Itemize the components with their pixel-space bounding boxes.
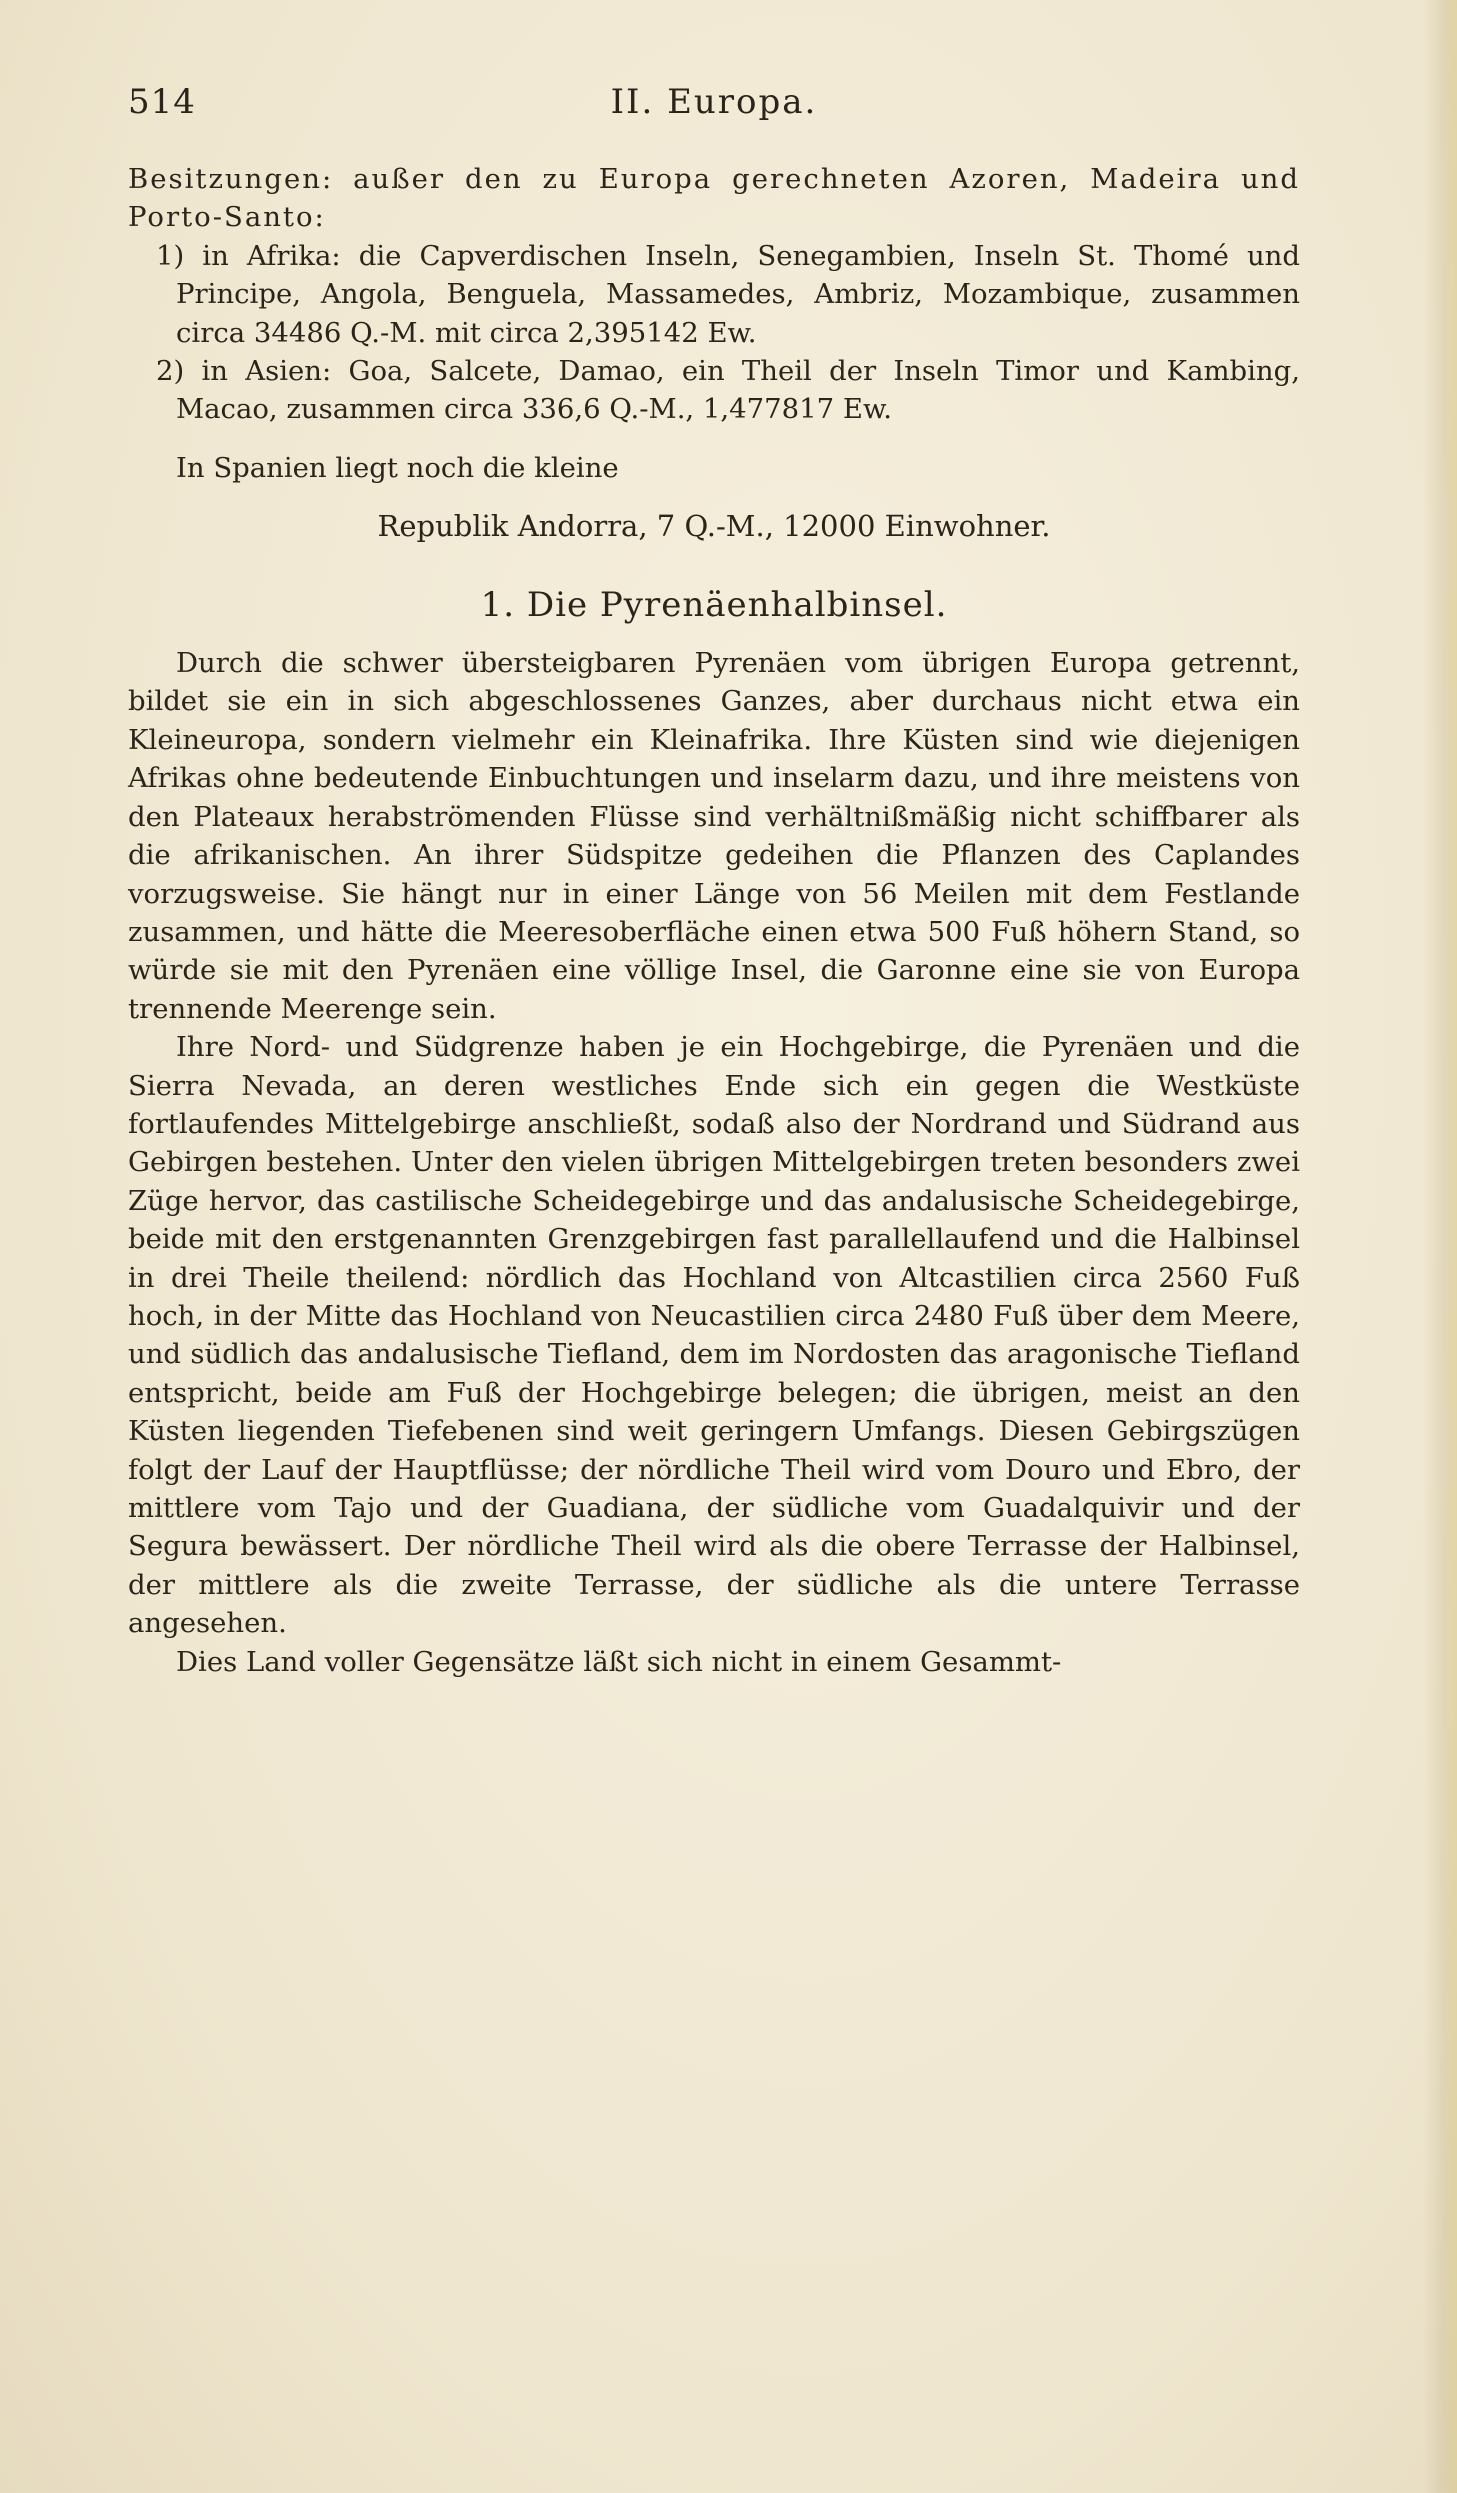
paragraph: Durch die schwer übersteigbaren Pyrenäen vom übrigen Europa getrennt, bildet sie ein in sich abgeschlossenes Ganzes, aber durchaus nicht etwa ein Kleineuropa, sondern vielmehr ein Kleinafrika. Ihre Küsten sind wie diejenigen Afrikas ohne bedeutende Einbuchtungen und inselarm dazu, und ihre meistens von den Plateaux herabströmenden Flüsse sind verhältnißmäßig nicht schiffbarer als die afrikanischen. An ihrer Südspitze gedeihen die Pflanzen des Caplandes vorzugsweise. Sie hängt nur in einer Länge von 56 Meilen mit dem Festlande zusammen, und hätte die Meeresoberfläche einen etwa 500 Fuß höhern Stand, so würde sie mit den Pyrenäen eine völlige Insel, die Garonne eine sie von Europa trennende Meerenge sein.: [128, 647, 1300, 1025]
page-body: [128, 160, 1300, 1681]
list-item-africa: 1) in Afrika: die Capverdischen Inseln, Senegambien, Inseln St. Thomé und Principe, Angola, Benguela, Massamedes, Ambriz, Mozambique, zusammen circa 34486 Q.-M. mit circa 2,395142 Ew.: [156, 239, 1300, 349]
intro-line: Besitzungen: außer den zu Europa gerechneten Azoren, Madeira und Porto-Santo:: [128, 163, 1300, 234]
paragraph: Dies Land voller Gegensätze läßt sich nicht in einem Gesammt-: [176, 1645, 1062, 1678]
republic-andorra: Republik Andorra, 7 Q.-M., 12000 Einwohner.: [377, 509, 1051, 544]
section-title: 1. Die Pyrenäenhalbinsel.: [480, 584, 948, 625]
page-header: [128, 82, 1300, 122]
page-edge-shadow: [1423, 0, 1457, 2493]
spain-note: In Spanien liegt noch die kleine: [176, 451, 619, 484]
running-head: II. Europa.: [610, 82, 818, 122]
list-item-asia: 2) in Asien: Goa, Salcete, Damao, ein Theil der Inseln Timor und Kambing, Macao, zusammen circa 336,6 Q.-M., 1,477817 Ew.: [156, 355, 1300, 426]
page-number: 514: [128, 82, 196, 122]
paragraph: Ihre Nord- und Südgrenze haben je ein Hochgebirge, die Pyrenäen und die Sierra Nevada, an deren westliches Ende sich ein gegen die Westküste fortlaufendes Mittelgebirge anschließt, sodaß also der Nordrand und Südrand aus Gebirgen bestehen. Unter den vielen übrigen Mittelgebirgen treten besonders zwei Züge hervor, das castilische Scheidegebirge und das andalusische Scheidegebirge, beide mit den erstgenannten Grenzgebirgen fast parallellaufend und die Halbinsel in drei Theile theilend: nördlich das Hochland von Altcastilien circa 2560 Fuß hoch, in der Mitte das Hochland von Neucastilien circa 2480 Fuß über dem Meere, und südlich das andalusische Tiefland, dem im Nordosten das aragonische Tiefland entspricht, beide am Fuß der Hochgebirge belegen; die übrigen, meist an den Küsten liegenden Tiefebenen sind weit geringern Umfangs. Diesen Gebirgszügen folgt der Lauf der Hauptflüsse; der nördliche Theil wird vom Douro und Ebro, der mittlere vom Tajo und der Guadiana, der südliche vom Guadalquivir und der Segura bewässert. Der nördliche Theil wird als die obere Terrasse der Halbinsel, der mittlere als die zweite Terrasse, der südliche als die untere Terrasse angesehen.: [128, 1031, 1300, 1640]
